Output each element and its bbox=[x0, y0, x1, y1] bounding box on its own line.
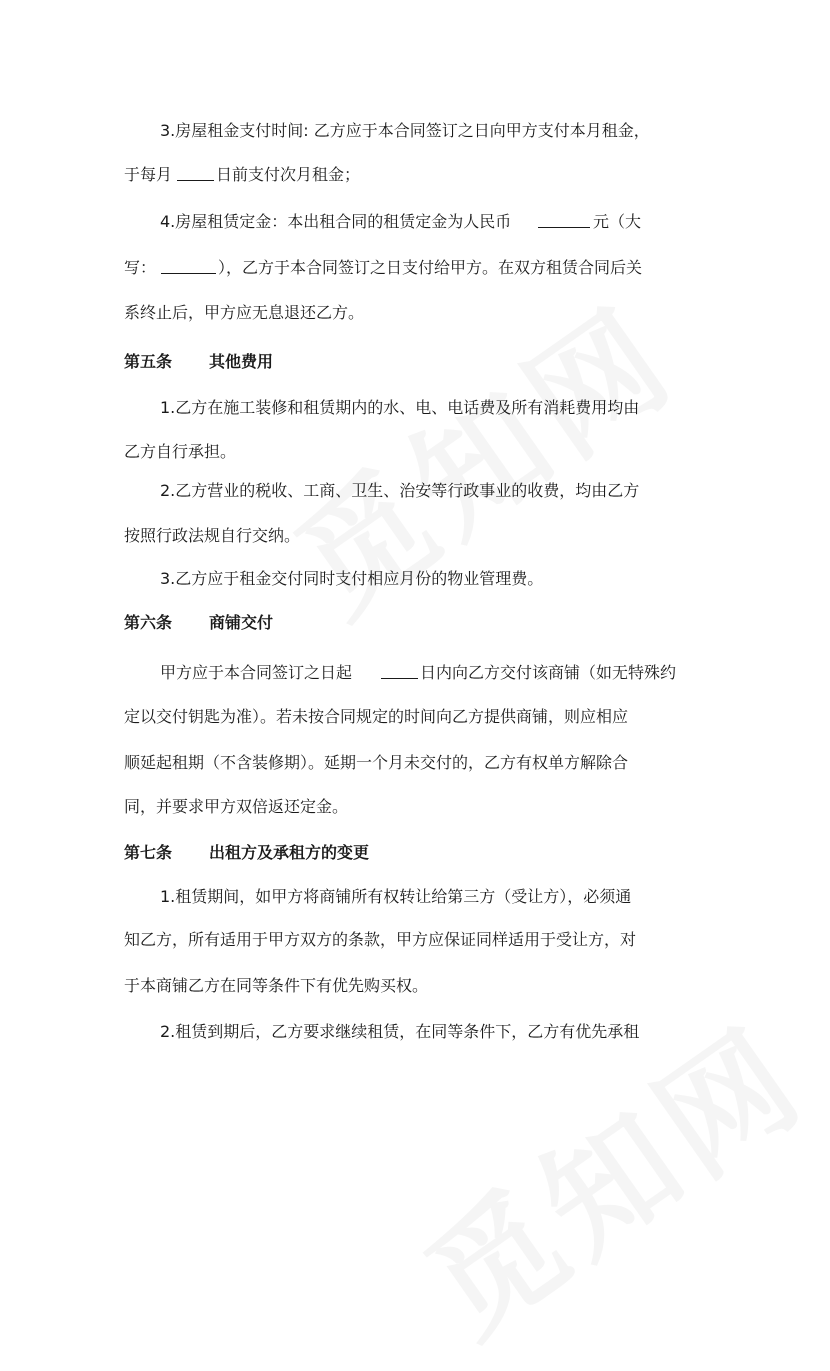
section-title: 其他费用 bbox=[209, 352, 274, 371]
text-line: 系终止后，甲方应无息退还乙方。 bbox=[124, 303, 365, 322]
text-line: 甲方应于本合同签订之日起 bbox=[160, 663, 353, 682]
text-line: 定以交付钥匙为准）。若未按合同规定的时间向乙方提供商铺，则应相应 bbox=[124, 707, 629, 726]
text-line: 2.租赁到期后，乙方要求继续租赁，在同等条件下，乙方有优先承租 bbox=[160, 1022, 640, 1041]
text-line: 1.乙方在施工装修和租赁期内的水、电、电话费及所有消耗费用均由 bbox=[160, 398, 640, 417]
text-line: 元（大 bbox=[593, 212, 642, 231]
text-line: 于本商铺乙方在同等条件下有优先购买权。 bbox=[124, 976, 429, 995]
text-line: 3.房屋租金支付时间: 乙方应于本合同签订之日向甲方支付本月租金， bbox=[160, 121, 650, 140]
blank-field-day bbox=[177, 164, 214, 181]
text-line: 写： bbox=[124, 258, 157, 277]
section-number: 第七条 bbox=[124, 843, 173, 862]
section-number: 第六条 bbox=[124, 613, 173, 632]
text-line: 同，并要求甲方双倍返还定金。 bbox=[124, 797, 349, 816]
text-line: 按照行政法规自行交纳。 bbox=[124, 526, 301, 545]
text-line: 4.房屋租赁定金：本出租合同的租赁定金为人民币 bbox=[160, 212, 512, 231]
text-line: 日前支付次月租金； bbox=[216, 165, 361, 184]
text-line: 顺延起租期（不含装修期）。延期一个月未交付的，乙方有权单方解除合 bbox=[124, 753, 629, 772]
section-title: 出租方及承租方的变更 bbox=[209, 843, 370, 862]
text-line: 于每月 bbox=[124, 165, 173, 184]
blank-field-days bbox=[381, 662, 418, 679]
section-number: 第五条 bbox=[124, 352, 173, 371]
text-line: 乙方自行承担。 bbox=[124, 442, 237, 461]
text-line: 日内向乙方交付该商铺（如无特殊约 bbox=[420, 663, 677, 682]
text-line: 知乙方，所有适用于甲方双方的条款，甲方应保证同样适用于受让方，对 bbox=[124, 930, 637, 949]
text-line: 3.乙方应于租金交付同时支付相应月份的物业管理费。 bbox=[160, 569, 544, 588]
text-line: 2.乙方营业的税收、工商、卫生、治安等行政事业的收费，均由乙方 bbox=[160, 481, 640, 500]
blank-field-uppercase-amount bbox=[161, 257, 216, 274]
text-line: 1.租赁期间，如甲方将商铺所有权转让给第三方（受让方），必须通 bbox=[160, 887, 632, 906]
section-title: 商铺交付 bbox=[209, 613, 274, 632]
text-line: ），乙方于本合同签订之日支付给甲方。在双方租赁合同后关 bbox=[218, 258, 643, 277]
blank-field-amount bbox=[538, 211, 590, 228]
